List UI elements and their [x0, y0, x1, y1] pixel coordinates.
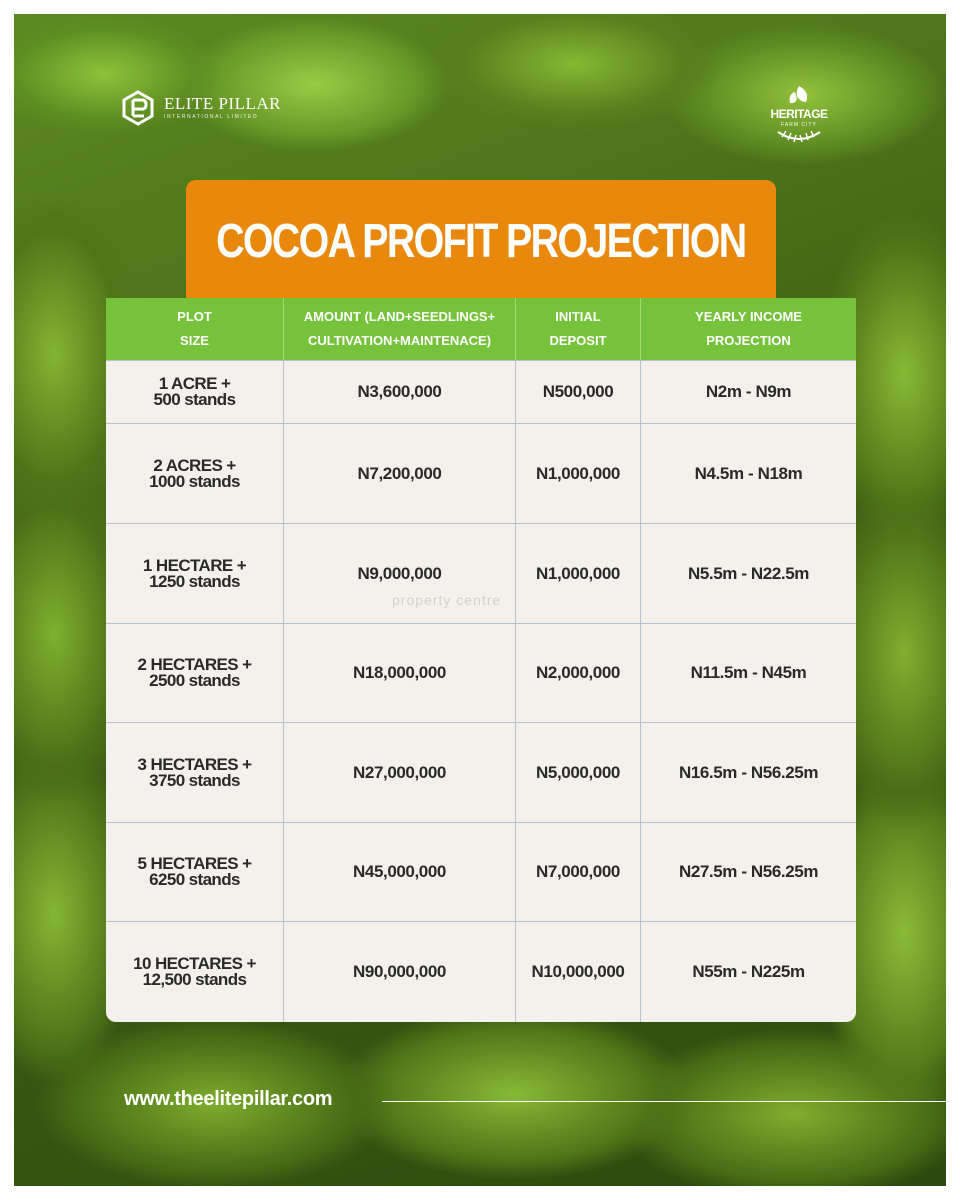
plot-size-cell: 2 HECTARES + 2500 stands: [106, 624, 284, 722]
plot-size-cell: 5 HECTARES + 6250 stands: [106, 823, 284, 921]
amount-cell: N9,000,000: [284, 524, 516, 623]
plot-size-cell: 3 HECTARES + 3750 stands: [106, 723, 284, 822]
watermark-text: property centre: [392, 592, 502, 608]
plot-size-cell: 1 HECTARE + 1250 stands: [106, 524, 284, 623]
heritage-farm-logo: [766, 80, 832, 152]
heritage-logo-name: HERITAGE: [770, 107, 828, 121]
header-amount: AMOUNT (LAND+SEEDLINGS+ CULTIVATION+MAINTENACE): [284, 298, 516, 360]
logo-brand-name: ELITE PILLAR: [164, 94, 281, 113]
income-cell: N2m - N9m: [705, 382, 792, 401]
deposit-cell: N1,000,000: [516, 424, 641, 523]
deposit-cell: N500,000: [516, 361, 641, 423]
deposit-cell: N7,000,000: [516, 823, 641, 921]
deposit-cell: N10,000,000: [516, 922, 641, 1022]
title-banner: [186, 180, 776, 312]
table-row: [106, 423, 856, 523]
profit-projection-table: [106, 298, 856, 1022]
header-yearly-income: YEARLY INCOME PROJECTION: [695, 309, 802, 348]
heritage-leaf-emblem-icon: [766, 80, 832, 152]
amount-cell: N3,600,000: [284, 361, 516, 423]
deposit-cell: N2,000,000: [516, 624, 641, 722]
table-header-row: [106, 298, 856, 360]
deposit-cell: N1,000,000: [516, 524, 641, 623]
elite-pillar-logo: [120, 90, 281, 126]
poster-background: [14, 14, 946, 1186]
page-title: COCOA PROFIT PROJECTION: [216, 215, 746, 268]
table-row: [106, 921, 856, 1022]
table-row: [106, 822, 856, 921]
logo-brand-subtitle: INTERNATIONAL LIMITED: [164, 114, 259, 120]
table-row: [106, 722, 856, 822]
table-row: [106, 623, 856, 722]
deposit-cell: N5,000,000: [516, 723, 641, 822]
header-initial-deposit: INITIAL DEPOSIT: [516, 298, 641, 360]
amount-cell: N27,000,000: [284, 723, 516, 822]
footer-divider: [382, 1101, 946, 1102]
amount-cell: N90,000,000: [284, 922, 516, 1022]
income-cell: N5.5m - N22.5m: [687, 563, 809, 583]
amount-cell: N45,000,000: [284, 823, 516, 921]
table-row: [106, 523, 856, 623]
website-link[interactable]: www.theelitepillar.com: [124, 1088, 333, 1110]
header-plot-size: PLOT SIZE: [106, 298, 284, 360]
table-row: [106, 360, 856, 423]
plot-size-cell: 2 ACRES + 1000 stands: [106, 424, 284, 523]
income-cell: N27.5m - N56.25m: [678, 862, 819, 881]
plot-size-cell: 10 HECTARES + 12,500 stands: [106, 922, 284, 1022]
amount-cell: N18,000,000: [284, 624, 516, 722]
income-cell: N16.5m - N56.25m: [678, 762, 819, 782]
income-cell: N11.5m - N45m: [690, 663, 807, 682]
plot-size-cell: 1 ACRE + 500 stands: [106, 361, 284, 423]
heritage-logo-subtitle: FARM CITY: [781, 122, 817, 128]
income-cell: N55m - N225m: [692, 962, 805, 981]
elite-pillar-emblem-icon: [120, 90, 156, 126]
income-cell: N4.5m - N18m: [694, 463, 803, 483]
amount-cell: N7,200,000: [284, 424, 516, 523]
